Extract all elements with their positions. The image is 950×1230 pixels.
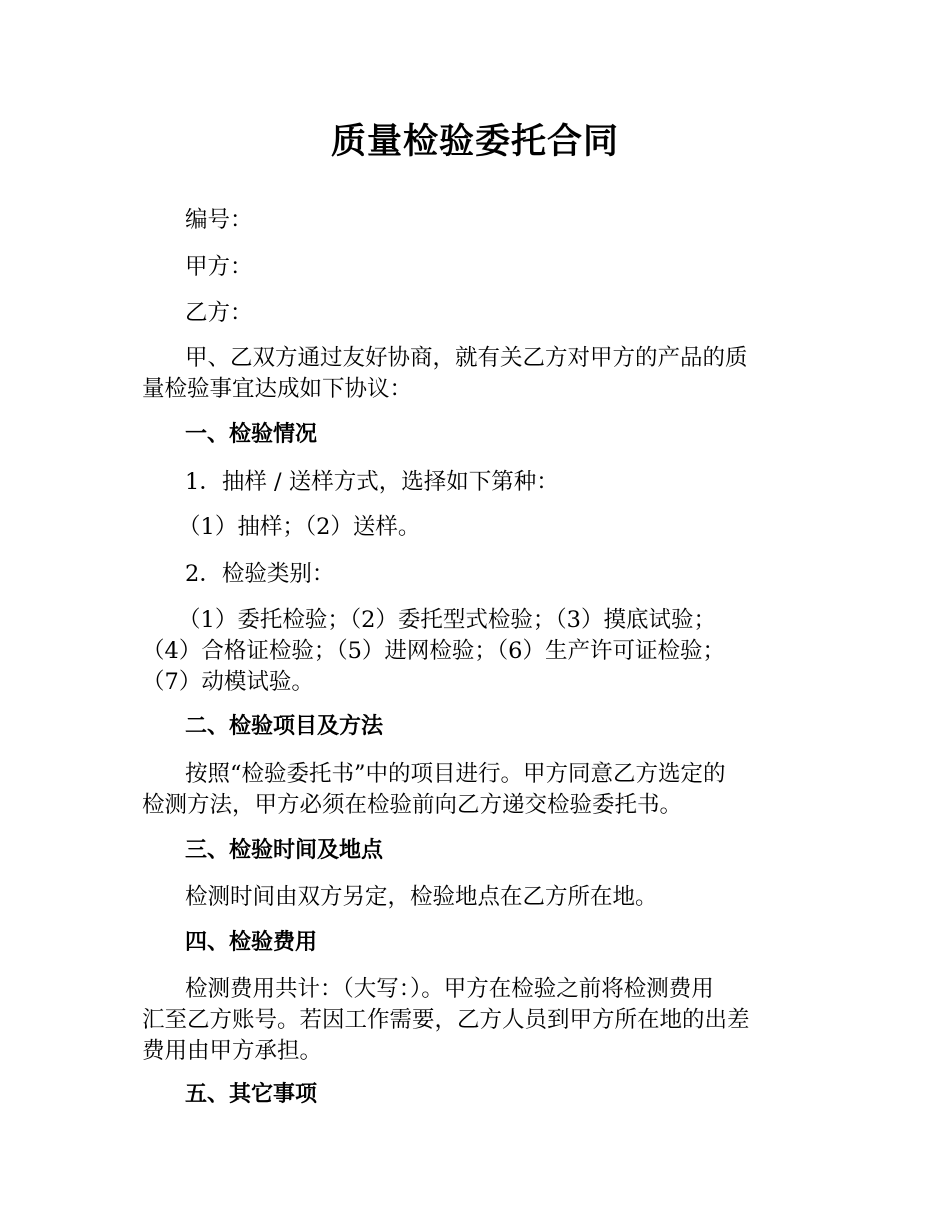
section-2-paragraph-line-2: 检测方法，甲方必须在检验前向乙方递交检验委托书。 xyxy=(142,792,683,818)
contract-number-field: 编号： xyxy=(185,207,253,233)
section-2-paragraph-line-1: 按照“检验委托书”中的项目进行。甲方同意乙方选定的 xyxy=(185,761,726,787)
section-1-item-1: 1．抽样 / 送样方式，选择如下第种： xyxy=(185,469,559,495)
section-1-item-2-options-line-1: （1）委托检验；（2）委托型式检验；（3）摸底试验； xyxy=(178,607,716,633)
section-4-heading: 四、检验费用 xyxy=(185,930,318,955)
party-b-field: 乙方： xyxy=(185,300,253,326)
section-3-paragraph-line-1: 检测时间由双方另定，检验地点在乙方所在地。 xyxy=(185,884,658,910)
intro-paragraph-line-2: 量检验事宜达成如下协议： xyxy=(142,376,413,402)
intro-paragraph-line-1: 甲、乙双方通过友好协商，就有关乙方对甲方的产品的质 xyxy=(185,345,748,371)
section-1-item-2: 2．检验类别： xyxy=(185,561,335,587)
section-4-paragraph-line-3: 费用由甲方承担。 xyxy=(142,1038,323,1064)
section-1-item-2-options-line-2: （4）合格证检验；（5）进网检验；（6）生产许可证检验； xyxy=(142,638,725,664)
party-a-field: 甲方： xyxy=(185,254,253,280)
section-3-heading: 三、检验时间及地点 xyxy=(185,838,384,863)
section-2-heading: 二、检验项目及方法 xyxy=(185,714,384,739)
section-1-item-1-options: （1）抽样；（2）送样。 xyxy=(178,514,421,540)
document-title: 质量检验委托合同 xyxy=(330,122,619,162)
section-4-paragraph-line-1: 检测费用共计：（大写：）。甲方在检验之前将检测费用 xyxy=(185,976,714,1002)
section-1-item-2-options-line-3: （7）动模试验。 xyxy=(142,669,314,695)
section-1-heading: 一、检验情况 xyxy=(185,422,318,447)
section-4-paragraph-line-2: 汇至乙方账号。若因工作需要，乙方人员到甲方所在地的出差 xyxy=(142,1007,750,1033)
section-5-heading: 五、其它事项 xyxy=(185,1082,318,1107)
